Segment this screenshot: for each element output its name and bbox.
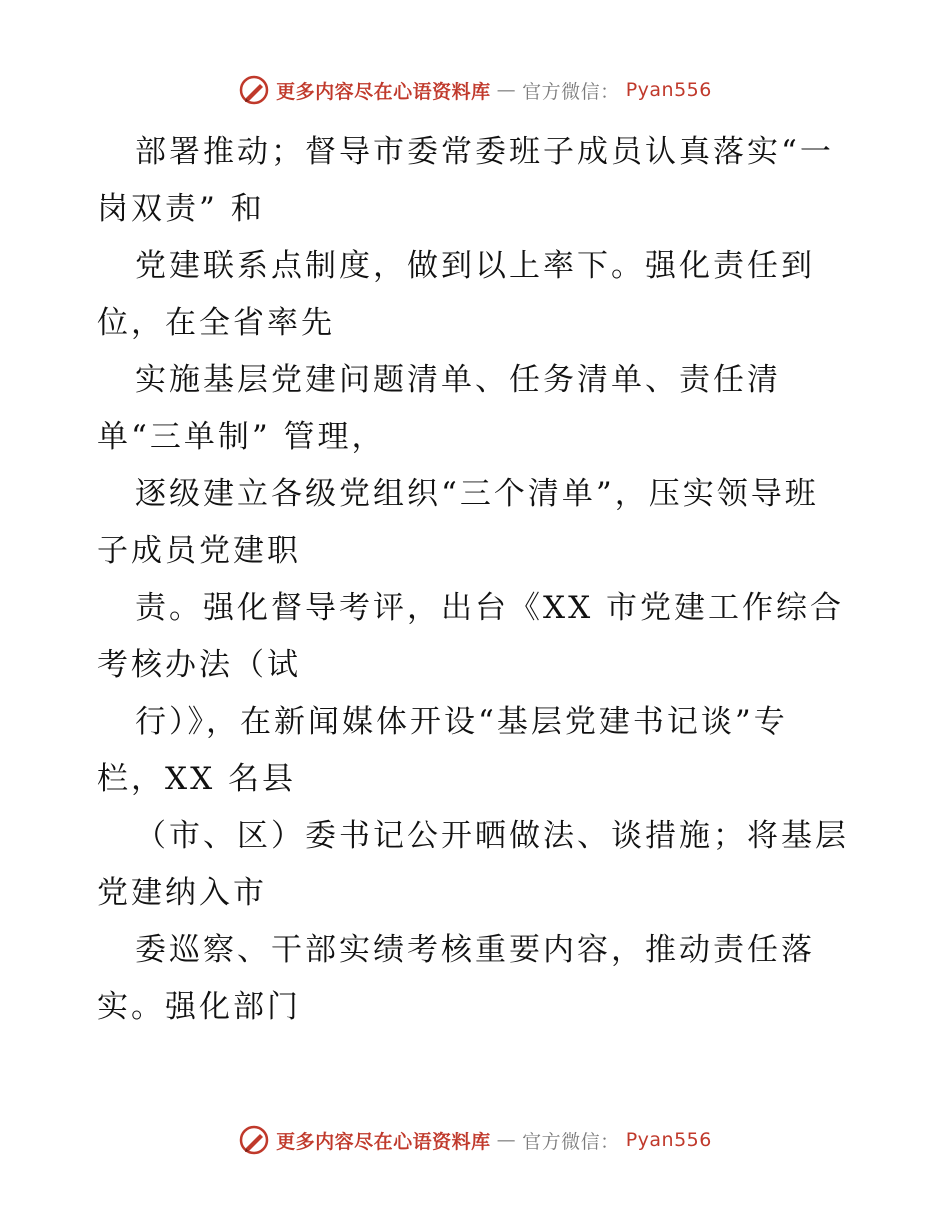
paragraph-line: 位，在全省率先 (97, 305, 335, 341)
watermark-dash: — (496, 1129, 517, 1151)
pen-circle-icon (238, 74, 270, 106)
paragraph-line: 岗双责” 和 (97, 191, 265, 227)
paragraph-line: 部署推动；督导市委常委班子成员认真落实“一 (135, 134, 834, 170)
header-watermark (0, 74, 950, 106)
paragraph-line: 栏，XX 名县 (97, 761, 296, 797)
watermark-wechat-id: Pyan556 (625, 1129, 712, 1151)
footer-watermark (0, 1124, 950, 1156)
paragraph-line: 责。强化督导考评，出台《XX 市党建工作综合 (135, 590, 844, 626)
watermark-main-text: 更多内容尽在心语资料库 (276, 1130, 491, 1153)
paragraph-line: 实施基层党建问题清单、任务清单、责任清 (135, 362, 781, 398)
watermark-dash: — (496, 79, 517, 101)
watermark-wechat-label: 官方微信： (522, 80, 620, 103)
pen-circle-icon (238, 1124, 270, 1156)
paragraph-line: 实。强化部门 (97, 989, 301, 1025)
watermark-wechat-id: Pyan556 (625, 79, 712, 101)
document-body (97, 128, 857, 1040)
paragraph-line: 子成员党建职 (97, 533, 301, 569)
paragraph-line: 党建纳入市 (97, 875, 267, 911)
paragraph-line: 逐级建立各级党组织“三个清单”，压实领导班 (135, 476, 819, 512)
paragraph-line: 单“三单制” 管理， (97, 419, 386, 455)
paragraph-line: （市、区）委书记公开晒做法、谈措施；将基层 (135, 818, 849, 854)
paragraph-line: 党建联系点制度，做到以上率下。强化责任到 (135, 248, 815, 284)
watermark-wechat-label: 官方微信： (522, 1130, 620, 1153)
paragraph-line: 委巡察、干部实绩考核重要内容，推动责任落 (135, 932, 815, 968)
watermark-main-text: 更多内容尽在心语资料库 (276, 80, 491, 103)
paragraph-line: 行）》，在新闻媒体开设“基层党建书记谈”专 (135, 704, 788, 740)
paragraph-line: 考核办法（试 (97, 647, 301, 683)
